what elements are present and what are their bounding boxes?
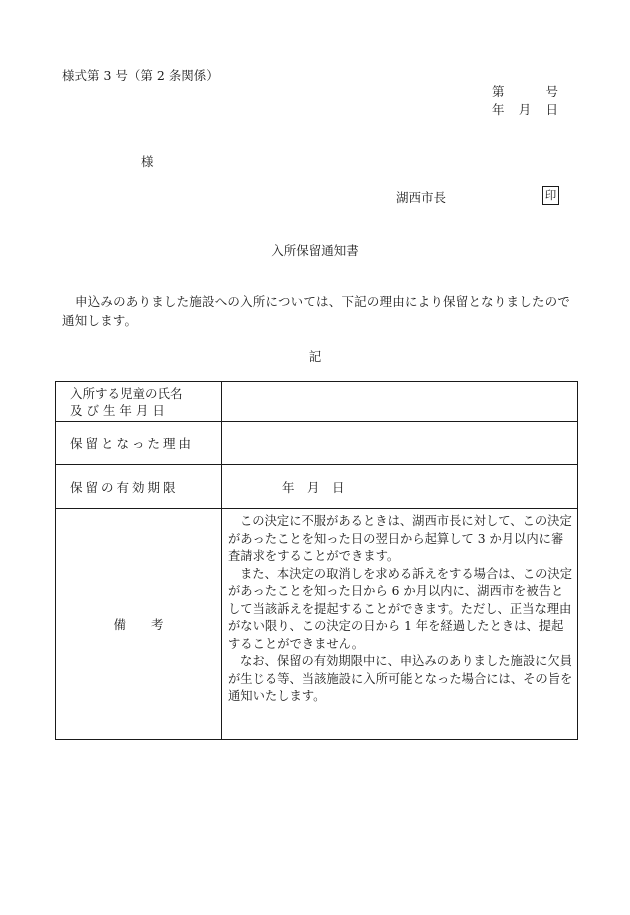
date-day: 日 (545, 102, 558, 117)
remarks-label: 備 考 (56, 509, 222, 740)
issuer-name: 湖西市長 (396, 190, 447, 205)
table-row (56, 509, 578, 740)
child-name-label (56, 382, 222, 422)
document-title: 入所保留通知書 (271, 243, 359, 258)
doc-number-suffix: 号 (545, 84, 558, 99)
reason-label: 保留となった理由 (56, 422, 222, 465)
doc-number-prefix: 第 (492, 84, 505, 99)
addressee-honorific: 様 (141, 154, 154, 169)
remarks-paragraph: また、本決定の取消しを求める訴えをする場合は、この決定があったことを知った日から 6 か月以内に、湖西市を被告として当該訴えを提起することができます。ただし、正当な理由がない限り、この決定の日から 1 年を経過したときは、提起することができません。 (228, 566, 573, 651)
date-year: 年 (492, 102, 505, 117)
reason-value (222, 422, 578, 465)
document-date (492, 100, 558, 118)
table-row (56, 465, 578, 509)
remarks-paragraph: この決定に不服があるときは、湖西市長に対して、この決定があったことを知った日の翌日から起算して 3 か月以内に審査請求をすることができます。 (228, 514, 572, 563)
form-number: 様式第 3 号（第 2 条関係） (62, 68, 219, 83)
child-name-value (222, 382, 578, 422)
child-name-label-line1: 入所する児童の氏名 (70, 385, 183, 401)
validity-label: 保留の有効期限 (56, 465, 222, 509)
remarks-content (222, 509, 578, 740)
detail-table (55, 381, 578, 740)
date-month: 月 (518, 102, 532, 117)
table-row (56, 422, 578, 465)
document-number (492, 82, 558, 100)
seal-mark: 印 (542, 186, 559, 205)
body-text: 申込みのありました施設への入所については、下記の理由により保留となりましたので通知します。 (62, 294, 571, 328)
validity-value: 年 月 日 (222, 465, 578, 509)
child-name-label-line2: 及 び 生 年 月 日 (70, 402, 165, 418)
remarks-paragraph: なお、保留の有効期限中に、申込みのありました施設に欠員が生じる等、当該施設に入所可能となった場合には、その旨を通知いたします。 (228, 654, 573, 703)
table-row (56, 382, 578, 422)
ki-heading: 記 (308, 349, 322, 364)
